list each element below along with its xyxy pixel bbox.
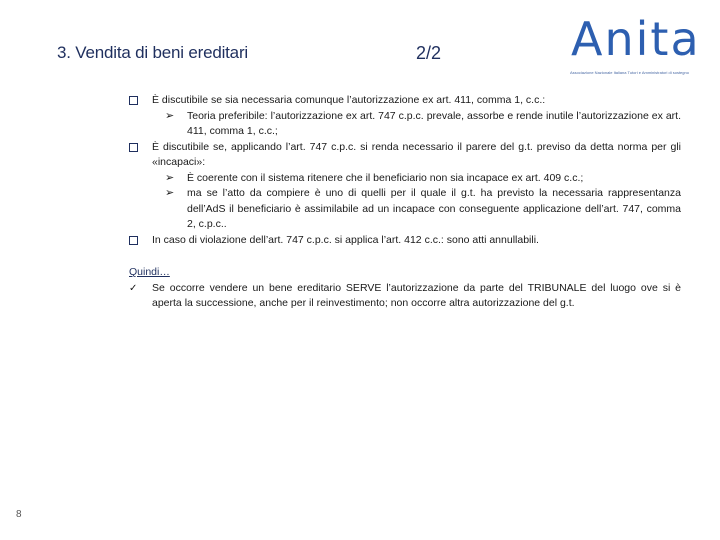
conclusion-text: Se occorre vendere un bene ereditario SERVE l’autorizzazione da parte del TRIBUNALE del luogo ove si è aperta la successione, anche per il reinvestimento; non occorre altra autorizzazione del g.t.: [152, 281, 681, 309]
anita-logo: [568, 12, 714, 80]
bullet-text: In caso di violazione dell’art. 747 c.p.c. si applica l’art. 412 c.c.: sono atti annullabili.: [152, 233, 539, 246]
sub-bullet-text: ma se l’atto da compiere è uno di quelli per il quale il g.t. ha previsto la necessaria rappresentanza dell’AdS il beneficiario è assimilabile ad un incapace con conseguente applicazione dell’art. 747, comma 2, c.p.c..: [187, 187, 681, 230]
checkmark-icon: ✓: [129, 282, 138, 294]
sub-bullet-item: [129, 109, 681, 140]
bullet-text: È discutibile se, applicando l’art. 747 c.p.c. si renda necessario il parere del g.t. previso da detta norma per gli «incapaci»:: [152, 140, 681, 168]
slide-title: 3. Vendita di beni ereditari: [57, 43, 248, 62]
bullet-item: [129, 233, 681, 249]
bullet-item: [129, 93, 681, 109]
sub-bullet-item: [129, 186, 681, 233]
conclusion-item: [129, 281, 681, 312]
slide-page-indicator: 2/2: [416, 43, 442, 63]
logo-tagline: Associazione Nazionale Italiana Tutori e Amministratori di sostegno: [570, 70, 689, 75]
page-number: 8: [16, 509, 22, 520]
arrow-bullet-icon: ➢: [165, 187, 175, 199]
logo-wordmark: Anita: [571, 12, 701, 66]
square-bullet-icon: [129, 140, 138, 158]
arrow-bullet-icon: ➢: [165, 109, 175, 122]
bullet-text: È discutibile se sia necessaria comunque l’autorizzazione ex art. 411, comma 1, c.c.:: [152, 94, 546, 106]
slide-content: [129, 93, 681, 312]
conclusion-heading: Quindi…: [129, 266, 170, 278]
sub-bullet-item: [129, 171, 681, 187]
sub-bullet-text: È coerente con il sistema ritenere che il beneficiario non sia incapace ex art. 409 c.c.;: [187, 171, 584, 184]
bullet-item: [129, 140, 681, 171]
arrow-bullet-icon: ➢: [165, 171, 175, 184]
sub-bullet-text: Teoria preferibile: l’autorizzazione ex art. 747 c.p.c. prevale, assorbe e rende inutile l’autorizzazione ex art. 411, comma 1, c.c.;: [187, 109, 681, 137]
square-bullet-icon: [129, 233, 138, 251]
